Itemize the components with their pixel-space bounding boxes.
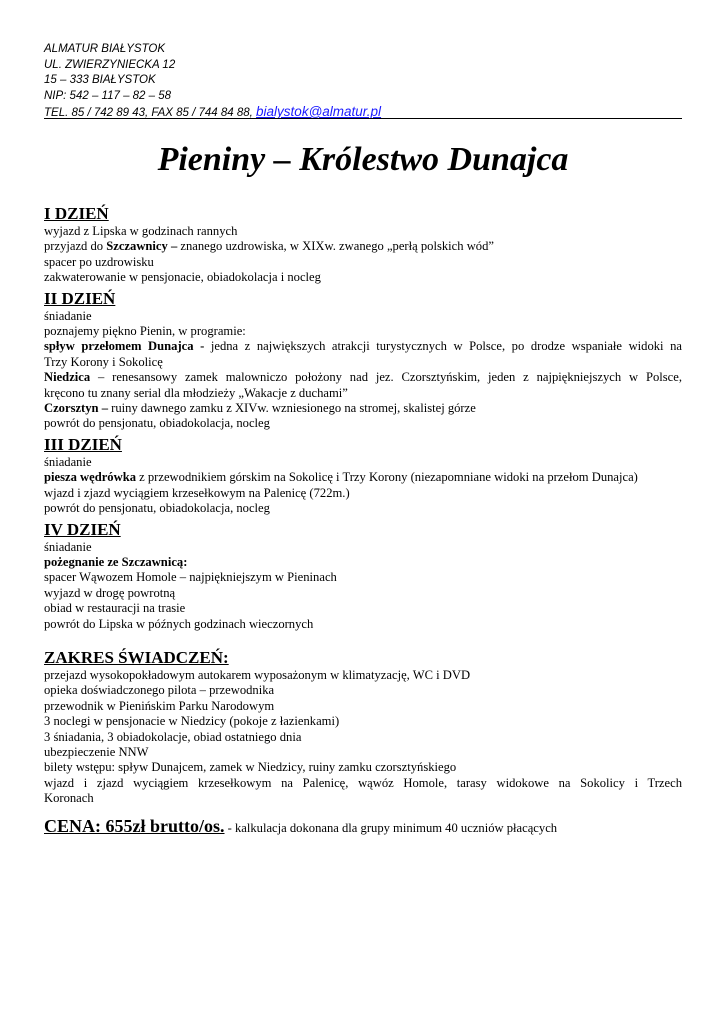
day1-line: przyjazd do Szczawnicy – znanego uzdrowiska, w XIXw. zwanego „perłą polskich wód” bbox=[44, 239, 494, 254]
service-item: przejazd wysokopokładowym autokarem wyposażonym w klimatyzację, WC i DVD bbox=[44, 667, 471, 682]
day4-line: pożegnanie ze Szczawnicą: bbox=[44, 554, 188, 569]
company-street: UL. ZWIERZYNIECKA 12 bbox=[44, 58, 176, 71]
service-item: bilety wstępu: spływ Dunajcem, zamek w Niedzicy, ruiny zamku czorsztyńskiego bbox=[44, 760, 457, 775]
document-title: Pieniny – Królestwo Dunajca bbox=[157, 141, 569, 178]
day3-line: piesza wędrówka z przewodnikiem górskim na Sokolicę i Trzy Korony (niezapomniane widoki na przełom Dunajca) bbox=[44, 470, 638, 485]
company-nip: NIP: 542 – 117 – 82 – 58 bbox=[44, 89, 172, 102]
company-header bbox=[44, 42, 682, 122]
company-name: ALMATUR BIAŁYSTOK bbox=[44, 43, 165, 55]
day4-heading: IV DZIEŃ bbox=[44, 519, 121, 539]
email-link[interactable]: bialystok@almatur.pl bbox=[256, 104, 382, 119]
day2-line: powrót do pensjonatu, obiadokolacja, nocleg bbox=[44, 416, 270, 431]
service-item: 3 noclegi w pensjonacie w Niedzicy (pokoje z łazienkami) bbox=[44, 714, 340, 729]
company-city: 15 – 333 BIAŁYSTOK bbox=[44, 74, 156, 86]
day3-heading: III DZIEŃ bbox=[44, 434, 122, 454]
price-label: CENA: 655zł brutto/os. bbox=[44, 815, 225, 836]
service-item: przewodnik w Pienińskim Parku Narodowym bbox=[44, 698, 275, 713]
service-item: opieka doświadczonego pilota – przewodnika bbox=[44, 683, 275, 698]
day1-line: zakwaterowanie w pensjonacie, obiadokolacja i nocleg bbox=[44, 270, 321, 285]
day1-line: spacer po uzdrowisku bbox=[44, 254, 154, 269]
day2-line: poznajemy piękno Pienin, w programie: bbox=[44, 324, 246, 339]
day4-line: śniadanie bbox=[44, 539, 92, 554]
day2-line: Trzy Korony i Sokolicę bbox=[44, 354, 163, 369]
day2-line: śniadanie bbox=[44, 308, 92, 323]
service-item: ubezpieczenie NNW bbox=[44, 744, 149, 759]
services-heading: ZAKRES ŚWIADCZEŃ: bbox=[44, 647, 229, 667]
price-note: - kalkulacja dokonana dla grupy minimum 40 uczniów płacących bbox=[224, 820, 558, 835]
service-item: wjazd i zjazd wyciągiem krzesełkowym na Palenicę, wąwóz Homole, tarasy widokowe na Sokolicy i Trzech bbox=[44, 775, 682, 790]
service-item: 3 śniadania, 3 obiadokolacje, obiad ostatniego dnia bbox=[44, 729, 302, 744]
day4-line: spacer Wąwozem Homole – najpiękniejszym w Pieninach bbox=[44, 570, 337, 585]
day3-line: powrót do pensjonatu, obiadokolacja, nocleg bbox=[44, 501, 270, 516]
day3-line: śniadanie bbox=[44, 454, 92, 469]
day2-line: spływ przełomem Dunajca - jedna z największych atrakcji turystycznych w Polsce, po drodze wspaniałe widoki na bbox=[44, 339, 682, 354]
itinerary-body bbox=[44, 203, 682, 836]
day2-line: Czorsztyn – ruiny dawnego zamku z XIVw. wzniesionego na stromej, skalistej górze bbox=[44, 401, 476, 416]
day4-line: obiad w restauracji na trasie bbox=[44, 601, 186, 616]
header-divider bbox=[44, 118, 682, 119]
company-phone: TEL. 85 / 742 89 43, FAX 85 / 744 84 88, bbox=[44, 107, 257, 119]
service-item: Koronach bbox=[44, 791, 94, 806]
day1-line: wyjazd z Lipska w godzinach rannych bbox=[44, 224, 238, 238]
day2-heading: II DZIEŃ bbox=[44, 288, 116, 308]
day4-line: powrót do Lipska w późnych godzinach wieczornych bbox=[44, 616, 314, 631]
day2-line: kręcono tu znany serial dla młodzieży „Wakacje z duchami” bbox=[44, 385, 348, 400]
day1-heading: I DZIEŃ bbox=[44, 204, 109, 223]
day2-line: Niedzica – renesansowy zamek malowniczo położony nad jez. Czorsztyńskim, jeden z najpiękniejszych w Polsce, bbox=[44, 370, 682, 385]
day3-line: wjazd i zjazd wyciągiem krzesełkowym na Palenicę (722m.) bbox=[44, 485, 350, 500]
day4-line: wyjazd w drogę powrotną bbox=[44, 585, 176, 600]
price-line bbox=[44, 815, 682, 836]
